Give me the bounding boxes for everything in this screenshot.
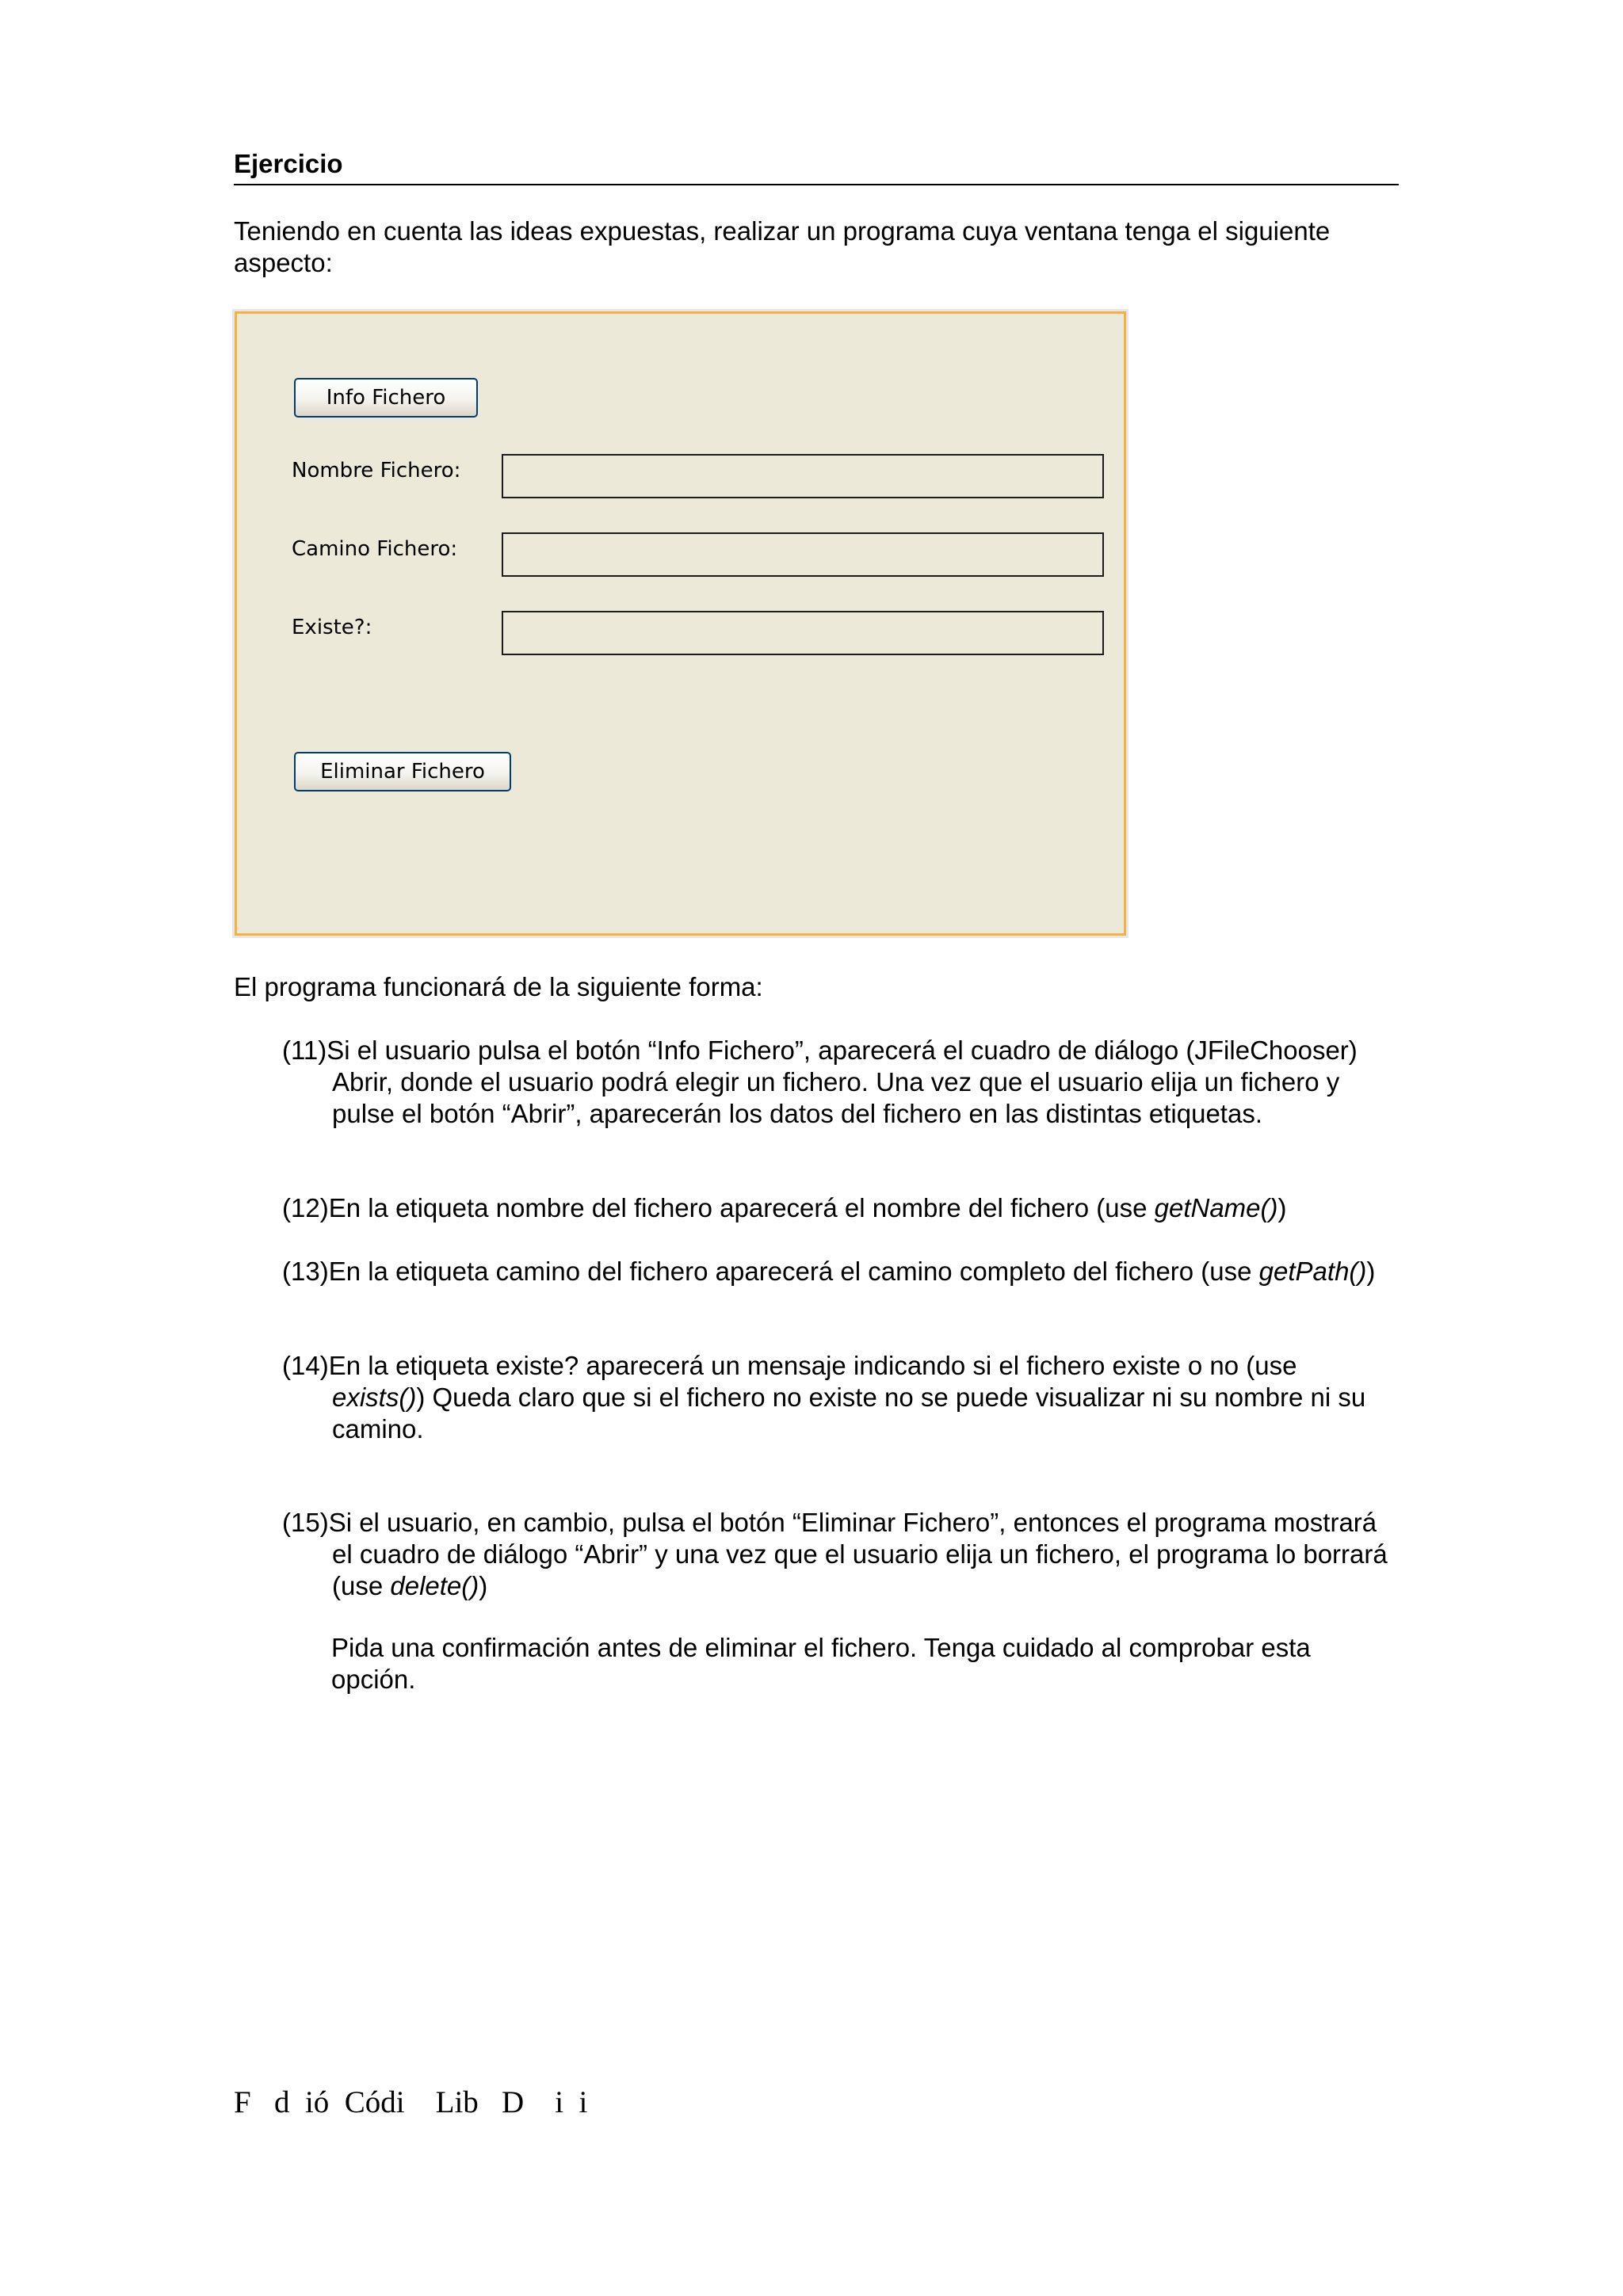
camino-fichero-label: Camino Fichero: bbox=[292, 537, 458, 561]
item-code: getPath() bbox=[1258, 1257, 1367, 1286]
item-code: exists() bbox=[332, 1383, 417, 1412]
item-number: (14) bbox=[282, 1351, 329, 1380]
note-paragraph: Pida una confirmación antes de eliminar el fichero. Tenga cuidado al comprobar esta opción. bbox=[331, 1633, 1311, 1694]
item-text: En la etiqueta camino del fichero aparecerá el camino completo del fichero (use bbox=[328, 1257, 1259, 1286]
item-text: Si el usuario, en cambio, pulsa el botón “Eliminar Fichero”, entonces el programa mostrará el cuadro de diálogo “Abrir” y una vez que el usuario elija un fichero, el programa lo borrará (use bbox=[328, 1508, 1388, 1600]
lead-paragraph: El programa funcionará de la siguiente forma: bbox=[234, 972, 763, 1001]
nombre-fichero-label: Nombre Fichero: bbox=[292, 459, 461, 482]
eliminar-fichero-button[interactable]: Eliminar Fichero bbox=[294, 752, 511, 791]
list-item bbox=[282, 1350, 1392, 1445]
intro-paragraph: Teniendo en cuenta las ideas expuestas, realizar un programa cuya ventana tenga el siguiente aspecto: bbox=[234, 216, 1331, 277]
camino-fichero-field bbox=[502, 532, 1104, 577]
list-item bbox=[282, 1192, 1392, 1224]
page-footer: F d ió Códi Lib D i i bbox=[234, 2085, 588, 2119]
existe-field bbox=[502, 611, 1104, 655]
list-item bbox=[282, 1256, 1392, 1287]
item-text-after: ) bbox=[479, 1571, 488, 1600]
section-heading: Ejercicio bbox=[234, 147, 1399, 185]
list-item bbox=[282, 1507, 1392, 1602]
item-text: En la etiqueta existe? aparecerá un mensaje indicando si el fichero existe o no (use bbox=[328, 1351, 1297, 1380]
item-number: (13) bbox=[282, 1257, 329, 1286]
item-text-after: ) bbox=[1366, 1257, 1376, 1286]
existe-label: Existe?: bbox=[292, 616, 372, 639]
info-fichero-button[interactable]: Info Fichero bbox=[294, 378, 478, 418]
item-number: (15) bbox=[282, 1508, 329, 1537]
item-text: Si el usuario pulsa el botón “Info Fichero”, aparecerá el cuadro de diálogo (JFileChooser) Abrir, donde el usuario podrá elegir un fichero. Una vez que el usuario elija un fichero y pulse el botón “Abrir”, aparecerán los datos del fichero en las distintas etiquetas. bbox=[327, 1035, 1358, 1128]
nombre-fichero-field bbox=[502, 454, 1104, 498]
item-number: (11) bbox=[282, 1035, 327, 1065]
list-item bbox=[282, 1035, 1392, 1130]
window-screenshot bbox=[235, 311, 1126, 936]
item-text-after: ) bbox=[1277, 1193, 1287, 1222]
item-number: (12) bbox=[282, 1193, 329, 1222]
item-text-after: ) Queda claro que si el fichero no existe no se puede visualizar ni su nombre ni su camino. bbox=[332, 1383, 1366, 1444]
item-code: getName() bbox=[1154, 1193, 1278, 1222]
item-text: En la etiqueta nombre del fichero aparecerá el nombre del fichero (use bbox=[328, 1193, 1155, 1222]
item-code: delete() bbox=[390, 1571, 479, 1600]
